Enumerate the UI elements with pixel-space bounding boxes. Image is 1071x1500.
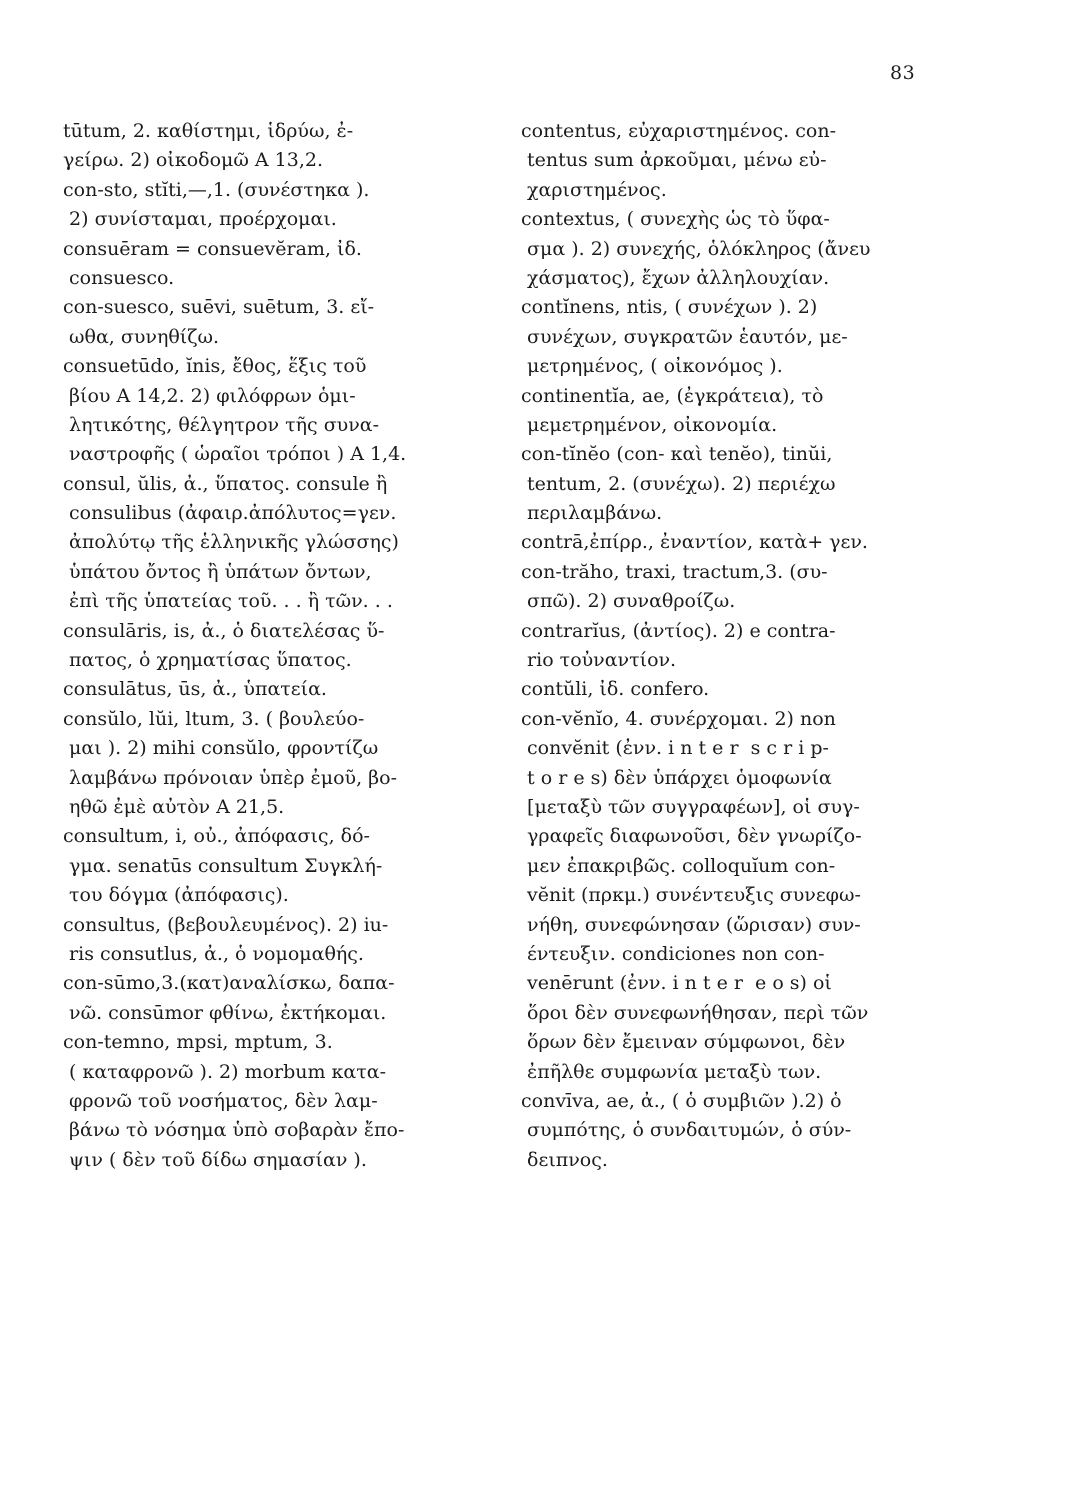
dictionary-line: consuetūdo, ĭnis, ἔθος, ἕξις τοῦ (63, 355, 367, 378)
dictionary-line: consulātus, ūs, ἀ., ὑπατεία. (63, 678, 327, 701)
dictionary-line: con-tĭnĕo (con- καὶ tenĕo), tinŭi, (521, 443, 833, 466)
left-column (63, 117, 503, 1175)
dictionary-line: μεν ἐπακριβῶς. colloquĭum con- (521, 854, 836, 877)
right-column (521, 117, 971, 1175)
dictionary-line: contĭnens, ntis, ( συνέχων ). 2) (521, 296, 818, 319)
dictionary-line: ναστροφῆς ( ὡραῖοι τρόποι ) A 1,4. (63, 443, 407, 466)
dictionary-line: con-sūmo,3.(κατ)αναλίσκω, δαπα- (63, 972, 395, 995)
dictionary-line: συμπότης, ὁ συνδαιτυμών, ὁ σύν- (521, 1119, 852, 1142)
dictionary-line: γείρω. 2) οἰκοδομῶ A 13,2. (63, 149, 323, 172)
dictionary-line: consŭlo, lŭi, ltum, 3. ( βουλεύο- (63, 707, 365, 730)
dictionary-line: consulibus (ἀφαιρ.ἀπόλυτος=γεν. (63, 502, 397, 525)
dictionary-line: του δόγμα (ἀπόφασις). (63, 884, 289, 907)
dictionary-line: χάσματος), ἔχων ἀλληλουχίαν. (521, 266, 830, 289)
dictionary-line: μετρημένος, ( οἰκονόμος ). (521, 355, 783, 378)
page-number: 83 (890, 62, 916, 84)
dictionary-line: convĕnit (ἐνν. i n t e r s c r i p- (521, 737, 829, 760)
dictionary-line: συνέχων, συγκρατῶν ἑαυτόν, με- (521, 325, 848, 348)
dictionary-line: ὑπάτου ὄντος ἢ ὑπάτων ὄντων, (63, 560, 372, 583)
dictionary-line: rio τοὐναντίον. (521, 649, 677, 672)
dictionary-line: έντευξιν. condiciones non con- (521, 942, 825, 965)
dictionary-line: 2) συνίσταμαι, προέρχομαι. (63, 208, 337, 231)
dictionary-line: convīva, ae, ἀ., ( ὁ συμβιῶν ).2) ὁ (521, 1089, 842, 1112)
dictionary-line: con-trăho, traxi, tractum,3. (συ- (521, 560, 828, 583)
dictionary-line: ωθα, συνηθίζω. (63, 325, 220, 348)
dictionary-line: continentĭa, ae, (ἐγκράτεια), τὸ (521, 384, 824, 407)
dictionary-line: γμα. senatūs consultum Συγκλή- (63, 854, 383, 877)
dictionary-line: νῶ. consūmor φθίνω, ἐκτήκομαι. (63, 1001, 387, 1024)
dictionary-line: φρονῶ τοῦ νοσήματος, δὲν λαμ- (63, 1089, 378, 1112)
dictionary-line: consuēram = consuevĕram, ἰδ. (63, 237, 362, 260)
dictionary-line: consuesco. (63, 266, 175, 289)
dictionary-line: δειπνος. (521, 1148, 608, 1171)
dictionary-line: consultum, i, οὐ., ἀπόφασις, δό- (63, 825, 370, 848)
dictionary-line: ὅρων δὲν ἔμειναν σύμφωνοι, δὲν (521, 1031, 846, 1054)
dictionary-line: con-sto, stĭti,—,1. (συνέστηκα ). (63, 178, 370, 201)
dictionary-line: consulāris, is, ἀ., ὁ διατελέσας ὕ- (63, 619, 385, 642)
dictionary-line: vĕnit (πρκμ.) συνέντευξις συνεφω- (521, 884, 861, 907)
dictionary-line: consultus, (βεβουλευμένος). 2) iu- (63, 913, 389, 936)
dictionary-line: σμα ). 2) συνεχής, ὁλόκληρος (ἄνευ (521, 237, 871, 260)
dictionary-line: λητικότης, θέλγητρον τῆς συνα- (63, 413, 380, 436)
dictionary-line: contrā,ἐπίρρ., ἐναντίον, κατὰ+ γεν. (521, 531, 868, 554)
dictionary-line: contentus, εὐχαριστημένος. con- (521, 120, 836, 142)
dictionary-line: venērunt (ἐνν. i n t e r e o s) οἱ (521, 972, 832, 995)
dictionary-line: ἐπὶ τῆς ὑπατείας τοῦ. . . ἢ τῶν. . . (63, 590, 393, 613)
dictionary-line: ψιν ( δὲν τοῦ δίδω σημασίαν ). (63, 1148, 367, 1171)
dictionary-line: περιλαμβάνω. (521, 502, 663, 525)
dictionary-line: tentum, 2. (συνέχω). 2) περιέχω (521, 472, 836, 495)
dictionary-line: contŭli, ἰδ. confero. (521, 678, 710, 701)
dictionary-line: μεμετρημένον, οἰκονομία. (521, 413, 778, 436)
dictionary-line: λαμβάνω πρόνοιαν ὑπὲρ ἐμοῦ, βο- (63, 766, 398, 789)
dictionary-line: ( καταφρονῶ ). 2) morbum κατα- (63, 1060, 387, 1083)
dictionary-line: contrarĭus, (ἀντίος). 2) e contra- (521, 619, 836, 642)
dictionary-line: ὅροι δὲν συνεφωνήθησαν, περὶ τῶν (521, 1001, 869, 1024)
dictionary-line: χαριστημένος. (521, 178, 667, 201)
dictionary-line: con-suesco, suēvi, suētum, 3. εἴ- (63, 296, 375, 319)
dictionary-line: ἀπολύτῳ τῆς ἑλληνικῆς γλώσσης) (63, 531, 399, 554)
dictionary-line: γραφεῖς διαφωνοῦσι, δὲν γνωρίζο- (521, 825, 862, 848)
dictionary-line: consul, ŭlis, ἀ., ὕπατος. consule ἢ (63, 472, 388, 495)
dictionary-line: con-vĕnĭo, 4. συνέρχομαι. 2) non (521, 707, 836, 730)
dictionary-line: σπῶ). 2) συναθροίζω. (521, 590, 736, 613)
dictionary-line: tūtum, 2. καθίστημι, ἱδρύω, ἐ- (63, 120, 354, 142)
dictionary-line: μαι ). 2) mihi consŭlo, φροντίζω (63, 737, 379, 760)
dictionary-line: t o r e s) δὲν ὑπάρχει ὁμοφωνία (521, 766, 832, 789)
dictionary-line: ἐπῆλθε συμφωνία μεταξὺ των. (521, 1060, 822, 1083)
dictionary-line: tentus sum ἀρκοῦμαι, μένω εὐ- (521, 149, 827, 172)
dictionary-line: πατος, ὁ χρηματίσας ὕπατος. (63, 649, 352, 672)
dictionary-line: βίου A 14,2. 2) φιλόφρων ὁμι- (63, 384, 356, 407)
dictionary-line: ris consutlus, ἀ., ὁ νομομαθής. (63, 942, 364, 965)
dictionary-line: βάνω τὸ νόσημα ὑπὸ σοβαρὰν ἔπο- (63, 1119, 405, 1142)
dictionary-line: [μεταξὺ τῶν συγγραφέων], οἱ συγ- (521, 795, 860, 818)
dictionary-line: con-temno, mpsi, mptum, 3. (63, 1031, 333, 1054)
dictionary-line: ηθῶ ἐμὲ αὐτὸν A 21,5. (63, 795, 285, 818)
dictionary-line: νήθη, συνεφώνησαν (ὥρισαν) συν- (521, 913, 861, 936)
dictionary-line: contextus, ( συνεχὴς ὡς τὸ ὕφα- (521, 208, 830, 231)
